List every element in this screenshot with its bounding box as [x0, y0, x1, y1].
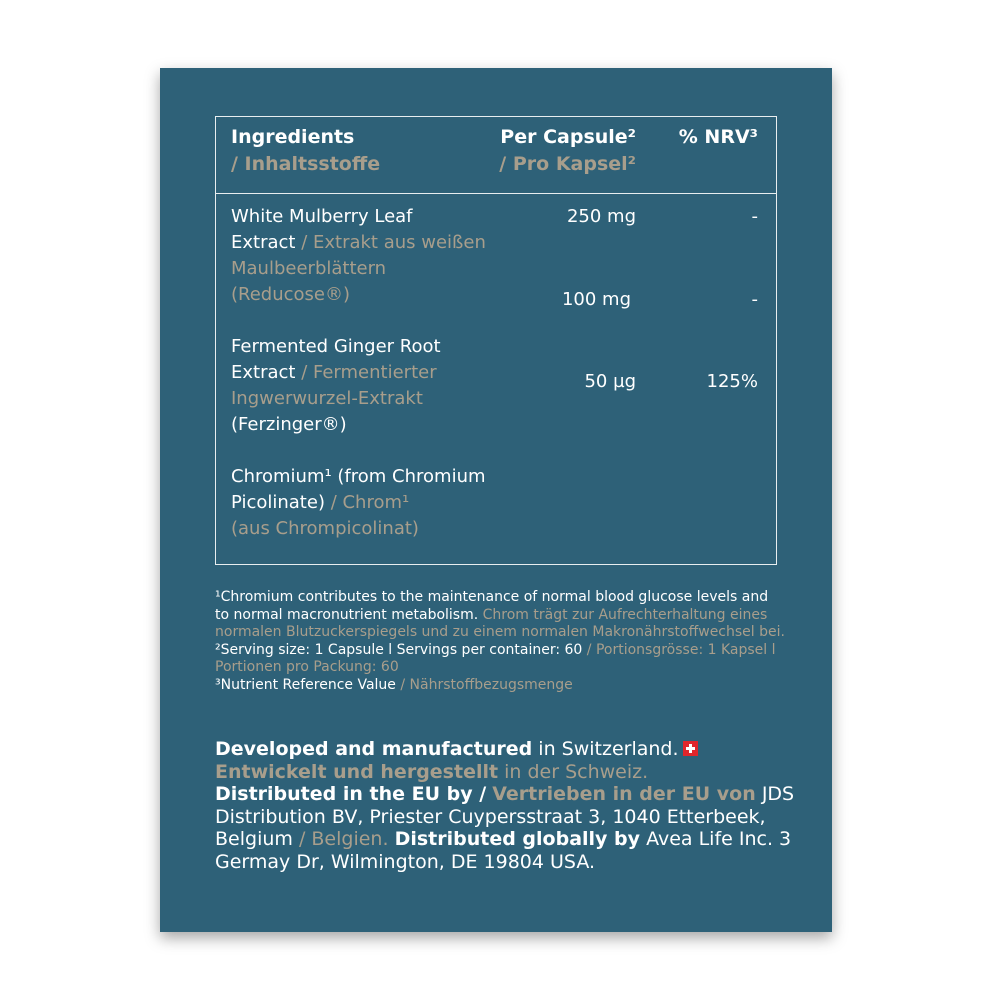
- row-2-name-line1: Fermented Ginger Root: [231, 336, 441, 357]
- row-1-name-line1: White Mulberry Leaf: [231, 206, 413, 227]
- table-row-chromium-name: [231, 464, 531, 542]
- row-2-nrv: -: [751, 289, 758, 310]
- footnotes: [215, 589, 785, 694]
- footnote-1: ¹Chromium contributes to the maintenance of normal blood glucose levels and to normal macronutrient metabolism. Chrom trägt zur Aufrechterhaltung eines normalen Blutzuckerspiegels und zu einem normalen Makronährstoffwechsel bei.: [215, 589, 785, 640]
- header-per-capsule-en: Per Capsule²: [500, 126, 636, 148]
- row-2-de-line4: (Ferzinger®): [231, 414, 347, 435]
- header-ingredients-en: Ingredients: [231, 126, 355, 148]
- header-per-capsule-de: / Pro Kapsel²: [499, 153, 636, 175]
- swiss-flag-icon: [683, 741, 698, 756]
- row-1-de-line3: Maulbeerblättern: [231, 258, 387, 279]
- footnote-2: ²Serving size: 1 Capsule l Servings per container: 60 / Portionsgrösse: 1 Kapsel l Portionen pro Packung: 60: [215, 641, 776, 675]
- row-1-nrv: -: [751, 206, 758, 227]
- header-nrv: [661, 124, 758, 151]
- header-nrv-en: % NRV³: [678, 126, 758, 148]
- row-3-name-line1: Chromium¹ (from Chromium: [231, 466, 486, 487]
- row-1-amount: 250 mg: [566, 206, 636, 227]
- entwickelt-line: Entwickelt und hergestellt in der Schweiz.: [215, 760, 649, 783]
- header-per-capsule: [486, 124, 636, 178]
- row-2-name-line2: Extract / Fermentierter: [231, 362, 437, 383]
- row-3-amount: 50 µg: [584, 371, 636, 392]
- row-3-name-line2: Picolinate) / Chrom¹: [231, 492, 410, 513]
- row-3-nrv: 125%: [706, 371, 758, 392]
- distribution-text: Distributed in the EU by / Vertrieben in der EU von JDS Distribution BV, Priester Cuypersstraat 3, 1040 Etterbeek, Belgium / Belgien. Distributed globally by Avea Life Inc. 3 Germay Dr, Wilmington, DE 19804 USA.: [215, 783, 795, 873]
- table-row-ginger-name: [231, 334, 521, 438]
- row-1-name-line2: Extract / Extrakt aus weißen: [231, 232, 486, 253]
- row-2-amount: 100 mg: [561, 289, 631, 310]
- ingredients-table: [215, 116, 777, 565]
- row-3-de-line3: (aus Chrompicolinat): [231, 518, 419, 539]
- header-divider: [216, 193, 776, 194]
- developed-line: Developed and manufactured in Switzerland.: [215, 738, 795, 761]
- table-row-mulberry-name: [231, 204, 521, 308]
- footnote-3: ³Nutrient Reference Value / Nährstoffbezugsmenge: [215, 676, 573, 693]
- header-ingredients-de: / Inhaltsstoffe: [231, 153, 381, 175]
- header-ingredients: [231, 124, 380, 178]
- row-2-de-line3: Ingwerwurzel-Extrakt: [231, 388, 423, 409]
- origin-distribution-info: [215, 738, 795, 873]
- supplement-facts-label: [160, 68, 832, 932]
- row-1-de-line4: (Reducose®): [231, 284, 351, 305]
